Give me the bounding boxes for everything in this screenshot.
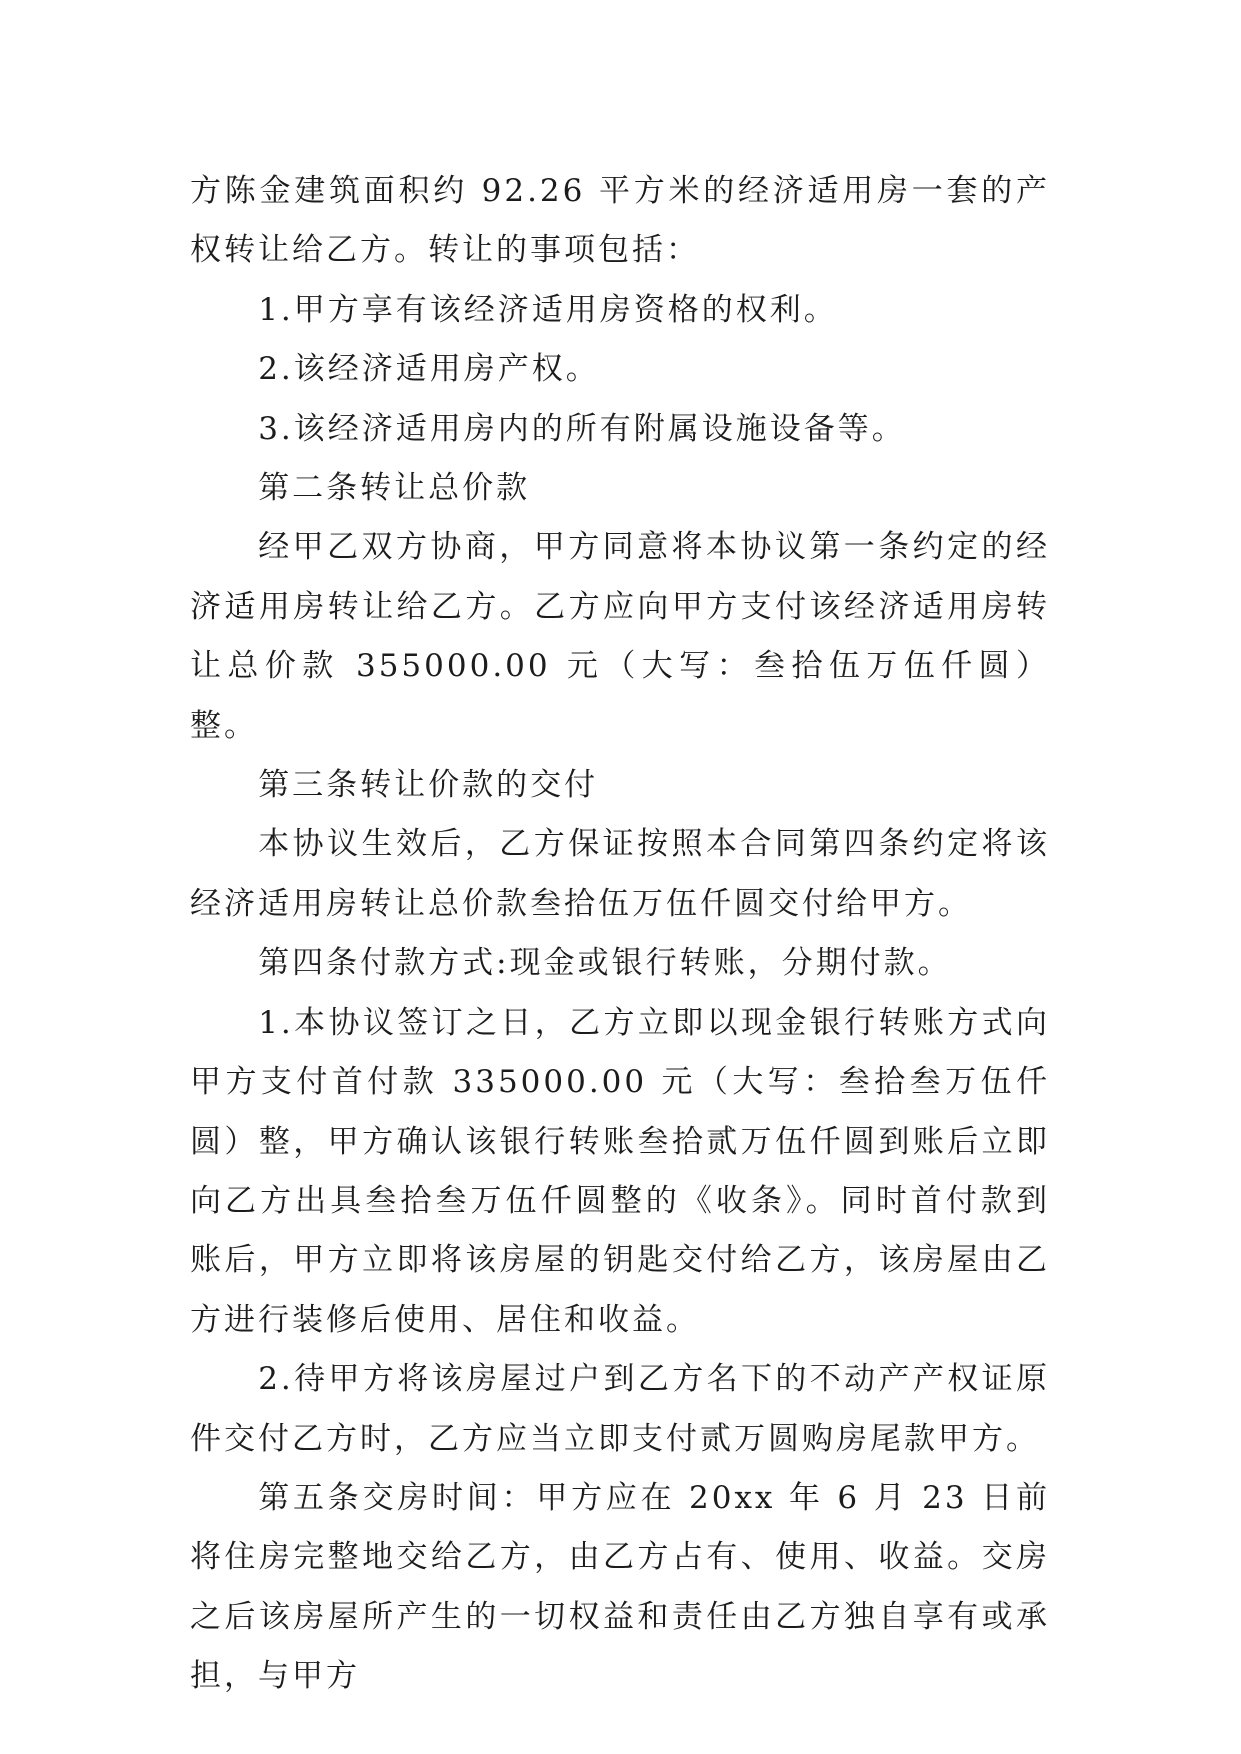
list-item: 3.该经济适用房内的所有附属设施设备等。	[258, 410, 906, 447]
section-heading: 第二条转让总价款	[258, 470, 531, 507]
paragraph: 经甲乙双方协商，甲方同意将本协议第一条约定的经济适用房转让给乙方。乙方应向甲方支付该经济适用房转让总价款 355000.00 元（大写：叁拾伍万伍仟圆）整。	[190, 529, 1050, 744]
paragraph: 第五条交房时间：甲方应在 20xx 年 6 月 23 日前将住房完整地交给乙方，由乙方占有、使用、收益。交房之后该房屋所产生的一切权益和责任由乙方独自享有或承担，与甲方	[190, 1479, 1050, 1695]
section-heading: 第四条付款方式:现金或银行转账，分期付款。	[258, 945, 952, 982]
section-heading: 第三条转让价款的交付	[258, 767, 599, 804]
list-item: 1.甲方享有该经济适用房资格的权利。	[258, 291, 838, 328]
list-item: 1.本协议签订之日，乙方立即以现金银行转账方式向甲方支付首付款 335000.00 元（大写：叁拾叁万伍仟圆）整，甲方确认该银行转账叁拾贰万伍仟圆到账后立即向乙方出具叁拾叁万伍仟圆整的《收条》。同时首付款到账后，甲方立即将该房屋的钥匙交付给乙方，该房屋由乙方进行装修后使用、居住和收益。	[190, 1004, 1050, 1338]
document-body	[190, 162, 1050, 1707]
list-item: 2.该经济适用房产权。	[258, 351, 600, 388]
paragraph: 方陈金建筑面积约 92.26 平方米的经济适用房一套的产权转让给乙方。转让的事项包括：	[190, 173, 1050, 269]
paragraph: 本协议生效后，乙方保证按照本合同第四条约定将该经济适用房转让总价款叁拾伍万伍仟圆交付给甲方。	[190, 826, 1050, 922]
list-item: 2.待甲方将该房屋过户到乙方名下的不动产产权证原件交付乙方时，乙方应当立即支付贰万圆购房尾款甲方。	[190, 1361, 1050, 1457]
